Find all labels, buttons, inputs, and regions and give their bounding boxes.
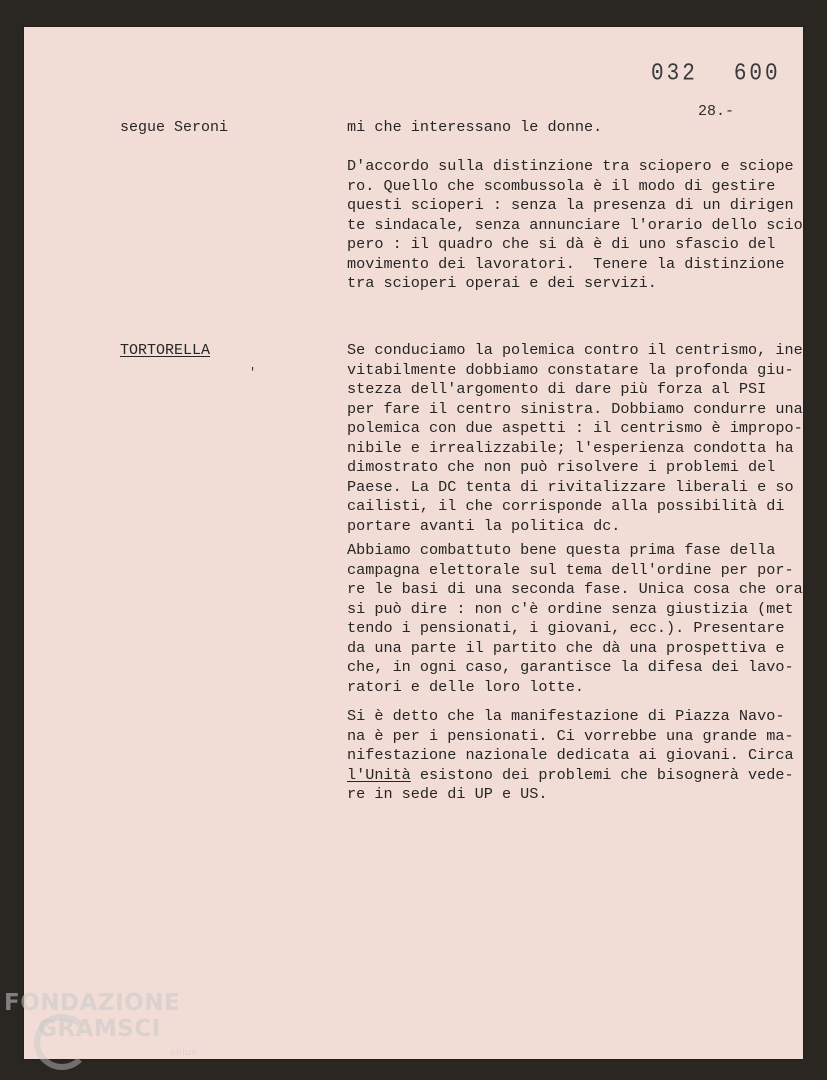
- paragraph: D'accordo sulla distinzione tra sciopero e sciope ro. Quello che scombussola è il modo di gestire questi scioperi : senza la presenza di un dirigen te sindacale, senza annunciare l'orario dello scio pero : il quadro che si dà è di uno sfascio del movimento dei lavoratori. Tenere la distinzione tra scioperi operai e dei servizi.: [347, 157, 803, 292]
- paragraph: mi che interessano le donne.: [347, 118, 603, 136]
- paragraph-text: Si è detto che la manifestazione di Piazza Navo- na è per i pensionati. Ci vorrebbe una grande ma- nifestazione nazionale dedicata ai giovani. Circa: [347, 707, 794, 764]
- pen-mark: ': [249, 366, 257, 380]
- fondazione-gramsci-watermark: [4, 990, 197, 1058]
- speaker-seroni: segue Seroni: [120, 119, 229, 136]
- archive-code-a: 032: [651, 61, 698, 88]
- speaker-tortorella: TORTORELLA: [120, 342, 211, 359]
- paragraph: Abbiamo combattuto bene questa prima fase della campagna elettorale sul tema dell'ordine per por- re le basi di una seconda fase. Unica cosa che ora si può dire : non c'è ordine senza giustizia (met tendo i pensionati, i giovani, ecc.). Presentare da una parte il partito che dà una prospettiva e che, in ogni caso, garantisce la difesa dei lavo- ratori e delle loro lotte.: [347, 541, 803, 696]
- paragraph-text: esistono dei problemi che bisognerà vede- re in sede di UP e US.: [347, 765, 794, 803]
- paragraph: [347, 707, 817, 805]
- page-number: 28.-: [698, 103, 735, 120]
- archive-code: [651, 61, 781, 87]
- watermark-line3: onlus: [170, 1048, 197, 1058]
- watermark-line1: FONDAZIONE: [4, 990, 181, 1016]
- document-page: [24, 27, 803, 1059]
- watermark-line2: GRAMSCI: [38, 1016, 161, 1042]
- unita-underlined: l'Unità: [347, 765, 411, 784]
- archive-code-b: 600: [733, 61, 781, 88]
- paragraph: Se conduciamo la polemica contro il centrismo, ine vitabilmente dobbiamo constatare la profonda giu- stezza dell'argomento di dare più forza al PSI per fare il centro sinistra. Dobbiamo condurre una polemica con due aspetti : il centrismo è impropo- nibile e irrealizzabile; l'esperienza condotta ha dimostrato che non può risolvere i problemi del Paese. La DC tenta di rivitalizzare liberali e so cailisti, il che corrisponde alla possibilità di portare avanti la politica dc.: [347, 341, 803, 535]
- g-logo-icon: [34, 1014, 90, 1070]
